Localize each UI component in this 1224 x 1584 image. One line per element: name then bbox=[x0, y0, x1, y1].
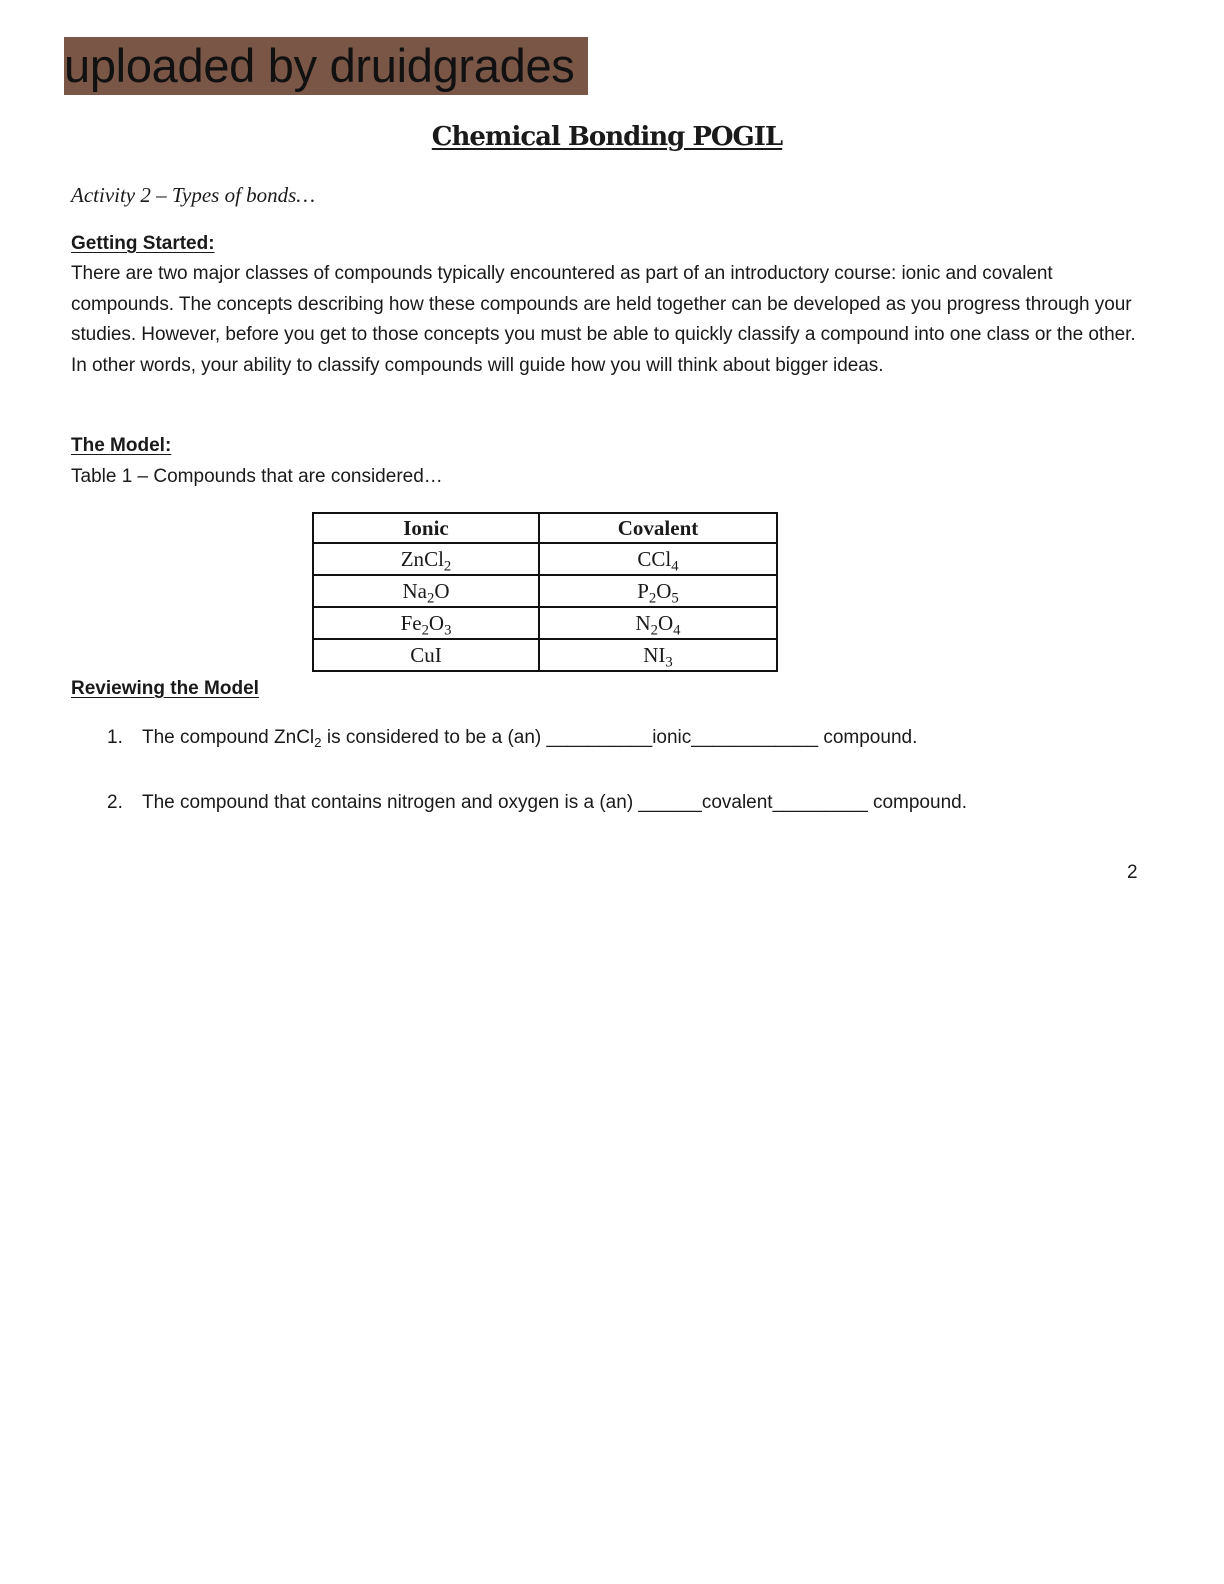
formula-subscript: 3 bbox=[444, 622, 452, 639]
formula-element: O bbox=[434, 579, 450, 603]
formula-element: Zn bbox=[400, 547, 425, 571]
formula-element: Fe bbox=[400, 611, 422, 635]
table-row bbox=[313, 607, 777, 639]
formula-element: C bbox=[637, 547, 652, 571]
covalent-formula-cell bbox=[539, 543, 777, 575]
formula-subscript: 4 bbox=[671, 558, 679, 575]
question-text-after: is considered to be a (an) __________ionic____________ compound. bbox=[321, 727, 918, 748]
question-text-before: The compound ZnCl bbox=[142, 727, 315, 748]
page-number: 2 bbox=[1127, 862, 1138, 883]
formula-element: O bbox=[656, 579, 672, 603]
formula-element: O bbox=[658, 611, 674, 635]
question-text: The compound that contains nitrogen and oxygen is a (an) ______covalent_________ compound. bbox=[142, 792, 967, 813]
ionic-formula-cell bbox=[313, 639, 539, 671]
table-row bbox=[313, 543, 777, 575]
uploader-banner: uploaded by druidgrades bbox=[64, 37, 588, 95]
formula-subscript: 3 bbox=[665, 654, 673, 671]
model-heading: The Model: bbox=[71, 435, 172, 456]
header-ionic: Ionic bbox=[313, 513, 539, 543]
formula-subscript: 2 bbox=[426, 590, 435, 607]
question-subscript: 2 bbox=[314, 734, 322, 750]
question-1 bbox=[107, 727, 917, 749]
formula-subscript: 2 bbox=[650, 622, 658, 639]
question-number: 1. bbox=[107, 727, 123, 748]
question-2 bbox=[107, 792, 967, 814]
table-row bbox=[313, 639, 777, 671]
question-number: 2. bbox=[107, 792, 123, 813]
compounds-table bbox=[312, 512, 778, 672]
formula-element: P bbox=[637, 579, 649, 603]
covalent-formula-cell bbox=[539, 607, 777, 639]
formula-subscript: 2 bbox=[443, 558, 452, 575]
formula-element: N bbox=[635, 611, 651, 635]
getting-started-paragraph: There are two major classes of compounds typically encountered as part of an introductory course: ionic and covalent compounds. The concepts describing how these compounds are held together can be developed as you progress through your studies. However, before you get to those concepts you must be able to quickly classify a compound into one class or the other. In other words, your ability to classify compounds will guide how you will think about bigger ideas. bbox=[71, 263, 1136, 376]
formula-element: O bbox=[428, 611, 445, 635]
formula-element: Cl bbox=[424, 547, 444, 571]
ionic-formula-cell bbox=[313, 575, 539, 607]
page-title: Chemical Bonding POGIL bbox=[431, 122, 783, 152]
ionic-formula-cell bbox=[313, 543, 539, 575]
formula-subscript: 4 bbox=[673, 622, 681, 639]
formula-element: Cl bbox=[651, 547, 672, 571]
ionic-formula-cell bbox=[313, 607, 539, 639]
covalent-formula-cell bbox=[539, 639, 777, 671]
getting-started-heading: Getting Started: bbox=[71, 233, 215, 254]
table-row bbox=[313, 575, 777, 607]
header-covalent: Covalent bbox=[539, 513, 777, 543]
formula-subscript: 2 bbox=[421, 622, 429, 639]
table-caption: Table 1 – Compounds that are considered… bbox=[71, 466, 443, 487]
activity-heading: Activity 2 – Types of bonds… bbox=[71, 183, 315, 207]
covalent-formula-cell bbox=[539, 575, 777, 607]
table-header-row bbox=[313, 513, 777, 543]
formula-subscript: 2 bbox=[648, 590, 657, 607]
formula-element: CuI bbox=[410, 643, 442, 667]
formula-element: NI bbox=[643, 643, 666, 667]
reviewing-heading: Reviewing the Model bbox=[71, 678, 259, 699]
formula-element: Na bbox=[402, 579, 427, 603]
formula-subscript: 5 bbox=[671, 590, 679, 607]
